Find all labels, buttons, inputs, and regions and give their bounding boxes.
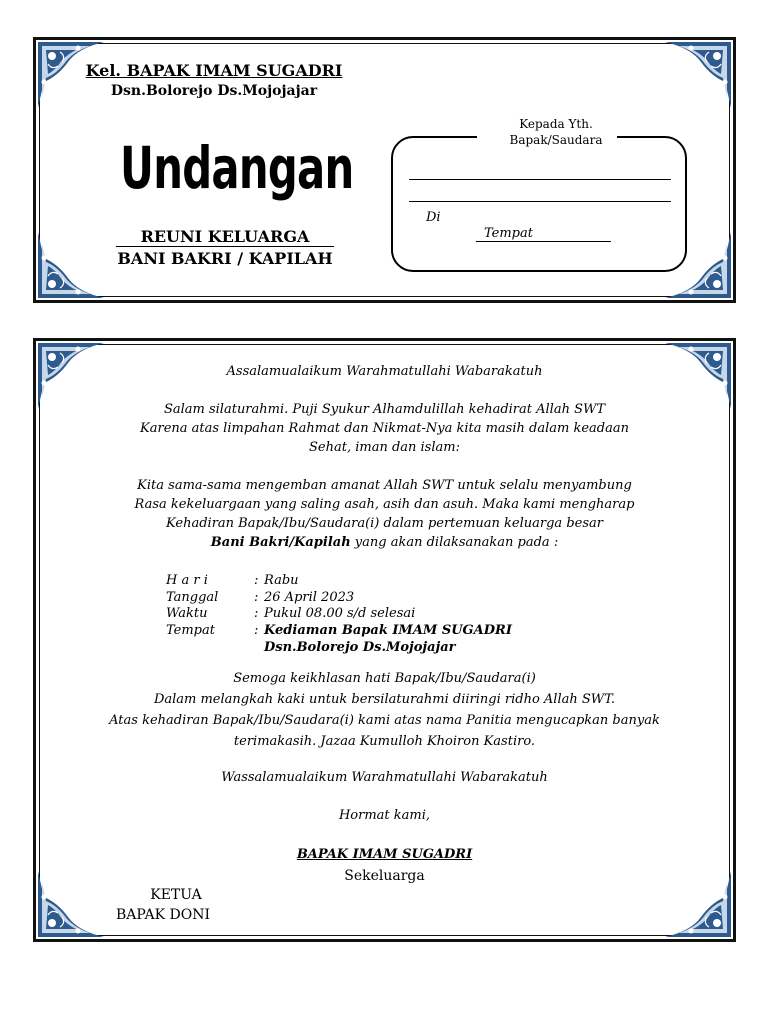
- detail-value: Rabu: [264, 573, 299, 588]
- paragraph-2-line-4: [36, 535, 733, 550]
- paragraph-2-line-3: Kehadiran Bapak/Ibu/Saudara(i) dalam pertemuan keluarga besar: [166, 516, 603, 531]
- recipient-heading: [476, 116, 636, 148]
- family-address: Dsn.Bolorejo Ds.Mojojajar: [110, 83, 318, 99]
- tempat-label: Tempat: [476, 226, 611, 242]
- chair-title: KETUA: [150, 887, 202, 903]
- paragraph-3-line-1: Semoga keikhlasan hati Bapak/Ibu/Saudara(i): [233, 671, 536, 686]
- signer-subtitle: Sekeluarga: [344, 868, 425, 884]
- paragraph-1-line-3: Sehat, iman dan islam:: [309, 440, 460, 455]
- recipient-line-2: Bapak/Saudara: [509, 133, 603, 147]
- paragraph-3-line-2: Dalam melangkah kaki untuk bersilaturahmi diiringi ridho Allah SWT.: [153, 692, 616, 707]
- recipient-address-box: [391, 136, 687, 272]
- invitation-letter-card: [33, 338, 736, 942]
- detail-colon: :: [254, 606, 259, 621]
- recipient-extra-line: [409, 201, 671, 202]
- corner-ornament-icon: [38, 232, 104, 298]
- paragraph-1-line-2: Karena atas limpahan Rahmat dan Nikmat-Nya kita masih dalam keadaan: [140, 421, 629, 436]
- closing-greeting: Wassalamualaikum Warahmatullahi Wabarakatuh: [221, 770, 548, 785]
- recipient-name-line: [409, 179, 671, 180]
- event-title: REUNI KELUARGA: [140, 227, 310, 246]
- paragraph-2-line-4-rest: yang akan dilaksanakan pada :: [350, 535, 559, 550]
- detail-colon: :: [254, 573, 259, 588]
- paragraph-2-line-1: Kita sama-sama mengemban amanat Allah SWT untuk selalu menyambung: [137, 478, 632, 493]
- family-title: Kel. BAPAK IMAM SUGADRI: [85, 61, 343, 80]
- detail-value: Pukul 08.00 s/d selesai: [264, 606, 416, 621]
- detail-label: Tempat: [166, 623, 215, 638]
- paragraph-3-line-3: Atas kehadiran Bapak/Ibu/Saudara(i) kami atas nama Panitia mengucapkan banyak: [109, 713, 660, 728]
- paragraph-2-line-2: Rasa kekeluargaan yang saling asah, asih dan asuh. Maka kami mengharap: [134, 497, 635, 512]
- detail-label: H a r i: [166, 573, 208, 588]
- family-name-bold: Bani Bakri/Kapilah: [210, 535, 351, 550]
- chair-name: BAPAK DONI: [116, 907, 211, 923]
- signer-name: BAPAK IMAM SUGADRI: [296, 847, 473, 862]
- detail-colon: :: [254, 590, 259, 605]
- detail-label: Tanggal: [166, 590, 219, 605]
- recipient-line-1: Kepada Yth.: [519, 117, 593, 131]
- regards: Hormat kami,: [338, 808, 431, 823]
- detail-value: 26 April 2023: [264, 590, 355, 605]
- event-subtitle: BANI BAKRI / KAPILAH: [117, 249, 333, 268]
- detail-label: Waktu: [166, 606, 208, 621]
- detail-value: Dsn.Bolorejo Ds.Mojojajar: [264, 640, 456, 655]
- greeting: Assalamualaikum Warahmatullahi Wabarakatuh: [226, 364, 543, 379]
- detail-value: Kediaman Bapak IMAM SUGADRI: [264, 623, 512, 638]
- di-label: Di: [426, 210, 441, 225]
- invitation-headline: Undangan: [120, 134, 354, 202]
- corner-ornament-icon: [665, 42, 731, 108]
- detail-colon: :: [254, 623, 259, 638]
- invitation-cover-card: [33, 37, 736, 303]
- paragraph-1-line-1: Salam silaturahmi. Puji Syukur Alhamdulillah kehadirat Allah SWT: [163, 402, 606, 417]
- paragraph-3-line-4: terimakasih. Jazaa Kumulloh Khoiron Kastiro.: [233, 734, 536, 749]
